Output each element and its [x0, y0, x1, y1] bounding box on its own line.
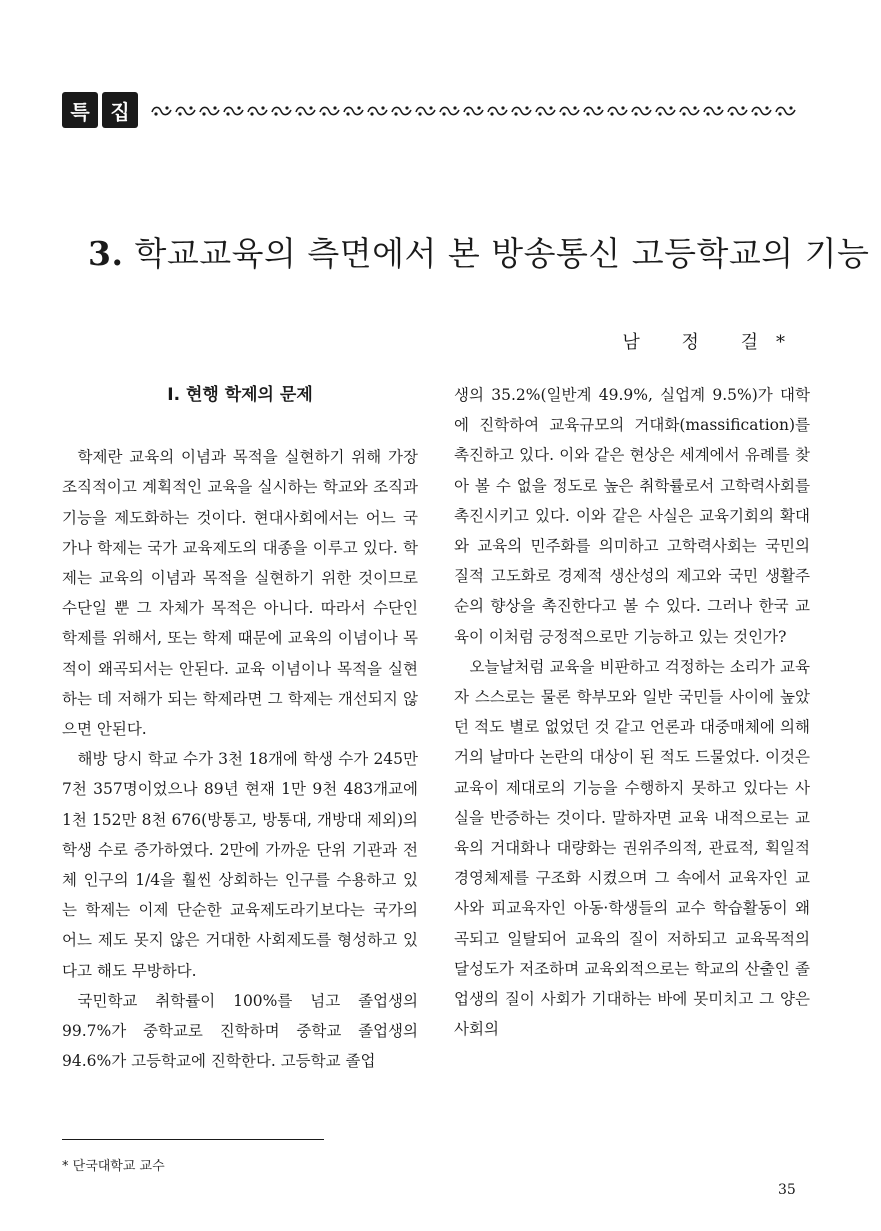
page-number: 35	[778, 1182, 796, 1198]
section-heading: Ⅰ. 현행 학제의 문제	[167, 385, 313, 405]
right-column	[454, 380, 810, 1044]
header-ornament-border	[150, 103, 798, 119]
header-badge	[62, 92, 142, 128]
left-paragraph-1: 학제란 교육의 이념과 목적을 실현하기 위해 가장 조직적이고 계획적인 교육을 실시하는 학교와 조직과 기능을 제도화하는 것이다. 현대사회에서는 어느 국가나 학제는 국가 교육제도의 대종을 이루고 있다. 학제는 교육의 이념과 목적을 실현하기 위한 것이므로 수단일 뿐 그 자체가 목적은 아니다. 따라서 수단인 학제를 위해서, 또는 학제 때문에 교육의 이념이나 목적이 왜곡되서는 안된다. 교육 이념이나 목적을 실현하는 데 저해가 되는 학제라면 그 학제는 개선되지 않으면 안된다.	[62, 448, 418, 739]
article-title-text: 학교교육의 측면에서 본 방송통신 고등학교의 기능	[134, 234, 870, 273]
right-paragraph-2: 오늘날처럼 교육을 비판하고 걱정하는 소리가 교육자 스스로는 물론 학부모와 일반 국민들 사이에 높았던 적도 별로 없었던 것 같고 언론과 대중매체에 의해 거의 날마다 논란의 대상이 된 적도 드물었다. 이것은 교육이 제대로의 기능을 수행하지 못하고 있다는 사실을 반증하는 것이다. 말하자면 교육 내적으로는 교육의 거대화나 대량화는 권위주의적, 관료적, 획일적 경영체제를 구조화 시켰으며 그 속에서 교육자인 교사와 피교육자인 아동·학생들의 교수 학습활동이 왜곡되고 일탈되어 교육의 질이 저하되고 교육목적의 달성도가 저조하며 교육외적으로는 학교의 산출인 졸업생의 질이 사회가 기대하는 바에 못미치고 그 양은 사회의	[454, 657, 810, 1039]
footnote-divider	[62, 1139, 324, 1140]
article-author: 남 정 걸*	[622, 332, 803, 353]
left-column	[62, 380, 418, 1076]
ornament-border-graphic	[150, 103, 798, 119]
article-number: 3.	[88, 234, 124, 273]
left-paragraph-3: 국민학교 취학률이 100%를 넘고 졸업생의 99.7%가 중학교로 진학하며 중학교 졸업생의 94.6%가 고등학교에 진학한다. 고등학교 졸업	[62, 991, 418, 1071]
article-title	[88, 228, 870, 275]
header-badge-char-2: 집	[102, 92, 138, 128]
right-paragraph-1: 생의 35.2%(일반계 49.9%, 실업계 9.5%)가 대학에 진학하여 교육규모의 거대화(massification)를 촉진하고 있다. 이와 같은 현상은 세계에서 유례를 찾아 볼 수 없을 정도로 높은 취학률로서 고학력사회를 촉진시키고 있다. 이와 같은 사실은 교육기회의 확대와 교육의 민주화를 의미하고 고학력사회는 국민의 질적 고도화로 경제적 생산성의 제고와 국민 생활주순의 향상을 촉진한다고 볼 수 있다. 그러나 한국 교육이 이처럼 긍정적으로만 기능하고 있는 것인가?	[454, 386, 810, 646]
header-badge-char-1: 특	[62, 92, 98, 128]
left-paragraph-2: 해방 당시 학교 수가 3천 18개에 학생 수가 245만 7천 357명이었으나 89년 현재 1만 9천 483개교에 1천 152만 8천 676(방통고, 방통대, 개방대 제외)의 학생 수로 증가하였다. 2만에 가까운 단위 기관과 전체 인구의 1/4을 훨씬 상회하는 인구를 수용하고 있는 학제는 이제 단순한 교육제도라기보다는 국가의 어느 제도 못지 않은 거대한 사회제도를 형성하고 있다고 해도 무방하다.	[62, 750, 418, 980]
footnote: * 단국대학교 교수	[62, 1159, 165, 1174]
